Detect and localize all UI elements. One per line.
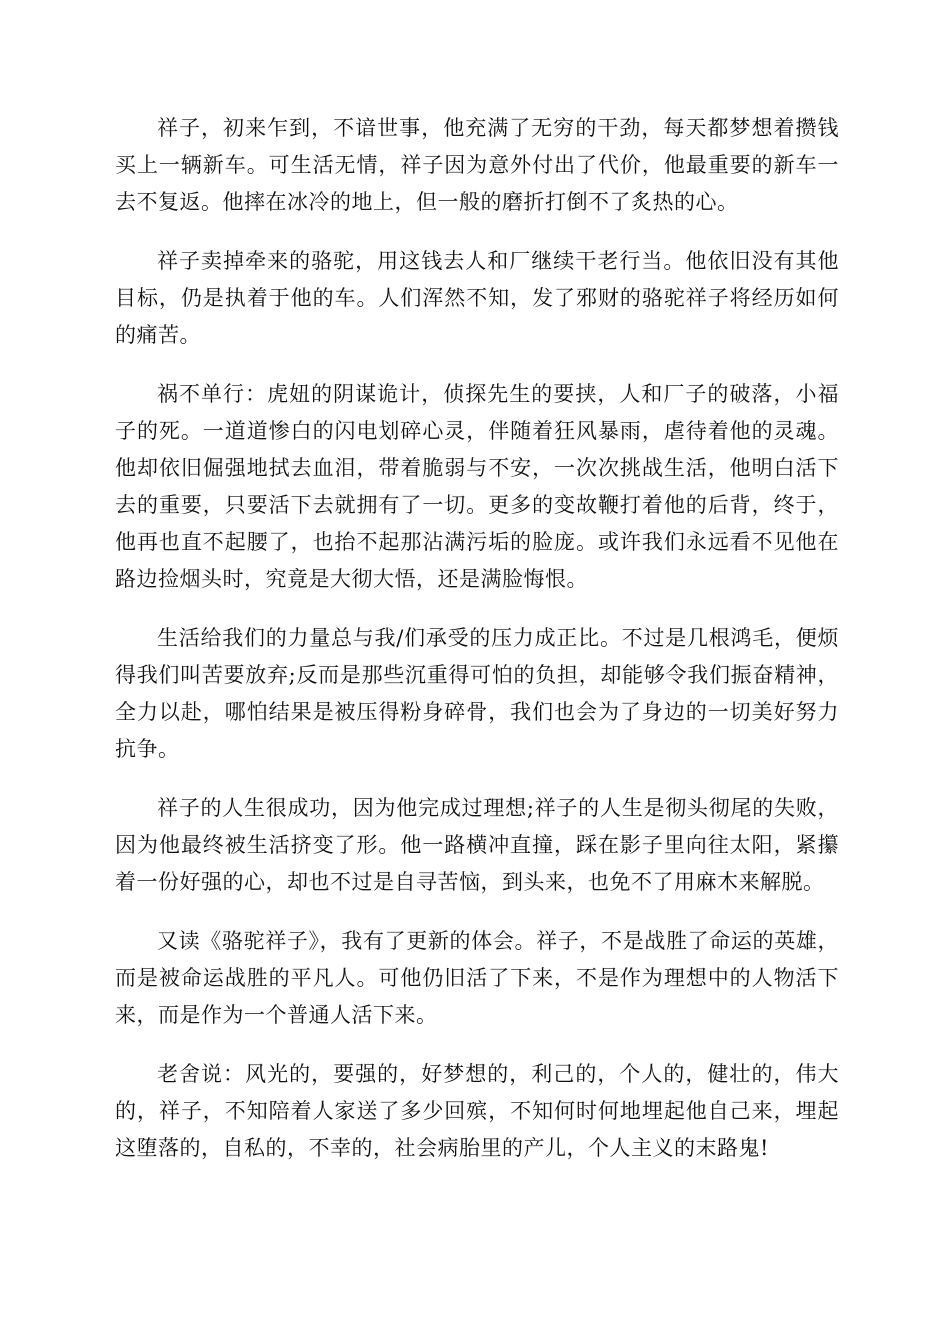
document-body (115, 110, 839, 1189)
paragraph-6: 又读《骆驼祥子》，我有了更新的体会。祥子，不是战胜了命运的英雄，而是被命运战胜的平凡人。可他仍旧活了下来，不是作为理想中的人物活下来，而是作为一个普通人活下来。 (115, 929, 839, 1027)
paragraph-4: 生活给我们的力量总与我/们承受的压力成正比。不过是几根鸿毛，便烦得我们叫苦要放弃;反而是那些沉重得可怕的负担，却能够令我们振奋精神，全力以赴，哪怕结果是被压得粉身碎骨，我们也会为了身边的一切美好努力抗争。 (115, 626, 839, 761)
paragraph-7: 老舍说：风光的，要强的，好梦想的，利己的，个人的，健壮的，伟大的，祥子，不知陪着人家送了多少回殡，不知何时何地埋起他自己来，埋起这堕落的，自私的，不幸的，社会病胎里的产儿，个人主义的末路鬼! (115, 1062, 839, 1160)
paragraph-3: 祸不单行：虎妞的阴谋诡计，侦探先生的要挟，人和厂子的破落，小福子的死。一道道惨白的闪电划碎心灵，伴随着狂风暴雨，虐待着他的灵魂。他却依旧倔强地拭去血泪，带着脆弱与不安，一次次挑战生活，他明白活下去的重要，只要活下去就拥有了一切。更多的变故鞭打着他的后背，终于，他再也直不起腰了，也抬不起那沾满污垢的脸庞。或许我们永远看不见他在路边捡烟头时，究竟是大彻大悟，还是满脸悔恨。 (115, 382, 839, 591)
paragraph-2: 祥子卖掉牵来的骆驼，用这钱去人和厂继续干老行当。他依旧没有其他目标，仍是执着于他的车。人们浑然不知，发了邪财的骆驼祥子将经历如何的痛苦。 (115, 249, 839, 347)
paragraph-1: 祥子，初来乍到，不谙世事，他充满了无穷的干劲，每天都梦想着攒钱买上一辆新车。可生活无情，祥子因为意外付出了代价，他最重要的新车一去不复返。他摔在冰冷的地上，但一般的磨折打倒不了炙热的心。 (115, 116, 839, 214)
paragraph-5: 祥子的人生很成功，因为他完成过理想;祥子的人生是彻头彻尾的失败，因为他最终被生活挤变了形。他一路横冲直撞，踩在影子里向往太阳，紧攥着一份好强的心，却也不过是自寻苦恼，到头来，也免不了用麻木来解脱。 (115, 796, 839, 894)
